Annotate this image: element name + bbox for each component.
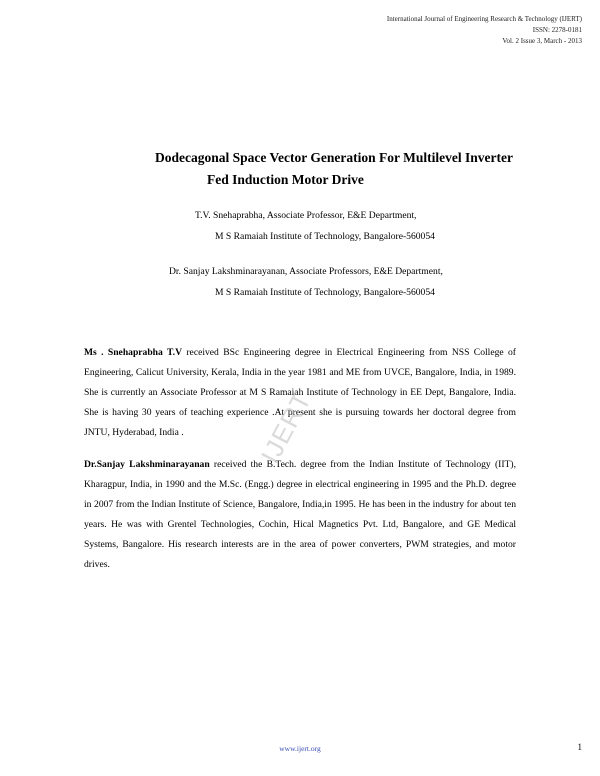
footer-url-link[interactable]: www.ijert.org	[279, 744, 321, 753]
author-2-line-1: Dr. Sanjay Lakshminarayanan, Associate Professors, E&E Department,	[169, 266, 443, 277]
page-number: 1	[577, 742, 582, 752]
journal-name: International Journal of Engineering Research & Technology (IJERT)	[386, 15, 582, 23]
journal-header	[387, 14, 582, 47]
biography-2-text: received the B.Tech. degree from the Indian Institute of Technology (IIT), Kharagpur, India, in 1990 and the M.Sc. (Engg.) degree in electrical engineering in 1995 and the Ph.D. degree in 2007 from the Indian Institute of Science, Bangalore, India,in 1995. He has been in the industry for about ten years. He was with Grentel Technologies, Cochin, Hical Magnetics Pvt. Ltd, Bangalore, and GE Medical Systems, Bangalore. His research interests are in the area of power converters, PWM strategies, and motor drives.	[84, 459, 516, 570]
biography-1-name: Ms . Snehaprabha T.V	[84, 347, 183, 358]
biography-2	[84, 455, 516, 575]
author-1-line-1: T.V. Snehaprabha, Associate Professor, E&E Department,	[195, 210, 417, 221]
journal-issn: ISSN: 2278-0181	[532, 26, 582, 34]
author-2-line-2: M S Ramaiah Institute of Technology, Bangalore-560054	[215, 287, 435, 298]
paper-title-line-1: Dodecagonal Space Vector Generation For Multilevel Inverter	[155, 150, 513, 165]
paper-title-line-2: Fed Induction Motor Drive	[207, 172, 364, 187]
journal-volume: Vol. 2 Issue 3, March - 2013	[502, 37, 582, 45]
biography-2-name: Dr.Sanjay Lakshminarayanan	[84, 459, 210, 470]
author-1-line-2: M S Ramaiah Institute of Technology, Bangalore-560054	[215, 231, 435, 242]
ijert-watermark: IJERT	[254, 386, 318, 469]
biography-1-text: received BSc Engineering degree in Electrical Engineering from NSS College of Engineering, Calicut University, Kerala, India in the year 1981 and ME from UVCE, Bangalore, India, in 1989. She is currently an Associate Professor at M S Ramaiah Institute of Technology in EE Dept, Bangalore, India. She is having 30 years of teaching experience .At present she is pursuing towards her doctoral degree from JNTU, Hyderabad, India .	[84, 347, 516, 438]
